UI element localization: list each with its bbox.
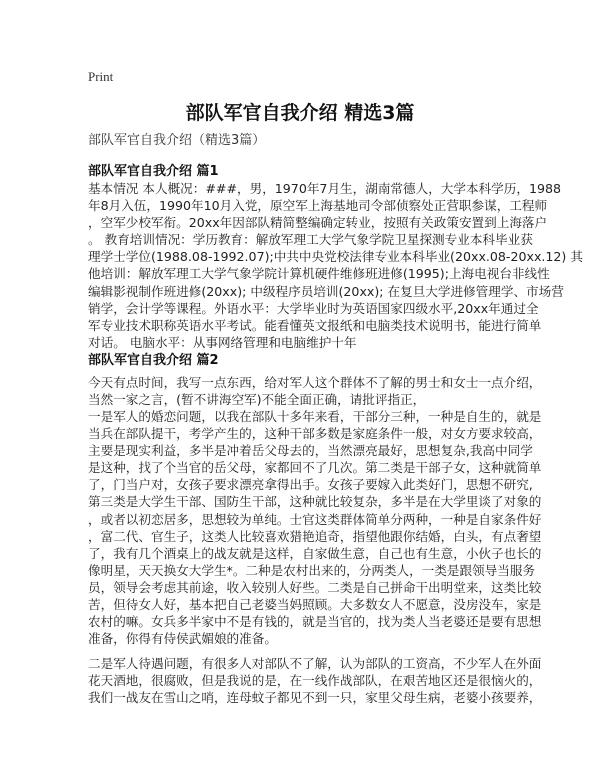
text-line: 花天酒地，很腐败，但是我说的是，在一线作战部队，在艰苦地区还是很恼火的， bbox=[88, 673, 542, 689]
print-label: Print bbox=[88, 69, 114, 84]
text-line: 主要是现实利益，多半是冲着岳父母去的，当然漂亮最好，思想复杂,我高中同学 bbox=[88, 443, 533, 459]
section-heading-1: 部队军官自我介绍 篇1 bbox=[88, 164, 219, 179]
section-2-paragraph-3 bbox=[88, 655, 558, 706]
text-line: 。 教育培训情况：学历教育：解放军理工大学气象学院卫星探测专业本科毕业获 bbox=[88, 232, 533, 248]
text-line: 当兵在部队提干，考学产生的，这种干部多数是家庭条件一般，对女方要求较高， bbox=[88, 426, 542, 442]
text-line: 农村的嘛。女兵多半家中不是有钱的，就是当官的，找为类人当老婆还是要有思想 bbox=[88, 614, 542, 630]
text-line: 员，领导会考虑其前途，收入较别人好些。二类是自己拼命干出明堂来，这类比较 bbox=[88, 579, 542, 595]
text-line: 当然一家之言，(暂不讲海空军)不能全面正确，请批评指正， bbox=[88, 392, 426, 408]
text-line: 了，门当户对，女孩子要求漂亮拿得出手。女孩子要嫁入此类好门，思想不研究, bbox=[88, 477, 533, 493]
section-heading-2: 部队军官自我介绍 篇2 bbox=[88, 353, 219, 368]
section-2-paragraph-2 bbox=[88, 408, 558, 647]
section-1-paragraph-1 bbox=[88, 180, 583, 351]
text-line: 他培训：解放军理工大学气象学院计算机硬件维修班进修(1995);上海电视台非线性 bbox=[88, 266, 550, 282]
text-line: 基本情况 本人概况：###，男，1970年7月生，湖南常德人，大学本科学历，1988 bbox=[88, 181, 561, 196]
text-line: 一是军人的婚恋问题，以我在部队十多年来看，干部分三种，一种是自生的，就是 bbox=[88, 409, 542, 424]
page-title: 部队军官自我介绍 精选3篇 bbox=[185, 102, 415, 124]
text-line: 销学，会计学等课程。外语水平：大学毕业时为英语国家四级水平,20xx年通过全 bbox=[88, 300, 539, 316]
text-line: 苦，但待女人好，基本把自己老婆当妈照顾。大多数女人不愿意，没房没车，家是 bbox=[88, 597, 542, 613]
document-subtitle: 部队军官自我介绍（精选3篇） bbox=[88, 133, 266, 148]
text-line: 对话。 电脑水平：从事网络管理和电脑维护十年 bbox=[88, 334, 357, 350]
text-line: 编辑影视制作班进修(20xx); 中级程序员培训(20xx); 在复旦大学进修管理学、市场营 bbox=[88, 283, 564, 299]
section-2-paragraph-1 bbox=[88, 374, 558, 408]
text-line: 二是军人待遇问题，有很多人对部队不了解，认为部队的工资高，不少军人在外面 bbox=[88, 656, 542, 671]
text-line: 了，我有几个酒桌上的战友就是这样，自家做生意，自己也有生意，小伙子也长的 bbox=[88, 545, 542, 561]
text-line: 我们一战友在雪山之哨，连母蚊子都见不到一只，家里父母生病，老婆小孩要养， bbox=[88, 690, 542, 706]
text-line: 像明星，天天换女大学生*。二种是农村出来的，分两类人，一类是跟领导当服务 bbox=[88, 562, 536, 578]
text-line: 准备，你得有侍侯武媚娘的准备。 bbox=[88, 631, 277, 647]
text-line: ，或者以初恋居多，思想较为单纯。士官这类群体简单分两种，一种是自家条件好 bbox=[88, 511, 542, 527]
text-line: 军专业技术职称英语水平考试。能看懂英文报纸和电脑类技术说明书，能进行简单 bbox=[88, 317, 542, 333]
text-line: 年8月入伍，1990年10月入党，原空军上海基地司令部侦察处正营职参谋，工程师 bbox=[88, 198, 548, 214]
text-line: 是这种，找了个当官的岳父母，家都回不了几次。第二类是干部子女，这种就简单 bbox=[88, 460, 542, 476]
text-line: ，空军少校军衔。20xx年因部队精简整编确定转业，按照有关政策安置到上海落户 bbox=[88, 215, 548, 231]
text-line: 今天有点时间，我写一点东西，给对军人这个群体不了解的男士和女士一点介绍， bbox=[88, 375, 542, 390]
text-line: 第三类是大学生干部、国防生干部，这种就比较复杂，多半是在大学里谈了对象的 bbox=[88, 494, 542, 510]
text-line: ，富二代、官生子，这类人比较喜欢猎艳追奇，指望他跟你结婚，白头，有点奢望 bbox=[88, 528, 542, 544]
text-line: 理学士学位(1988.08-1992.07);中共中央党校法律专业本科毕业(20xx.08-20xx.12) 其 bbox=[88, 249, 583, 265]
